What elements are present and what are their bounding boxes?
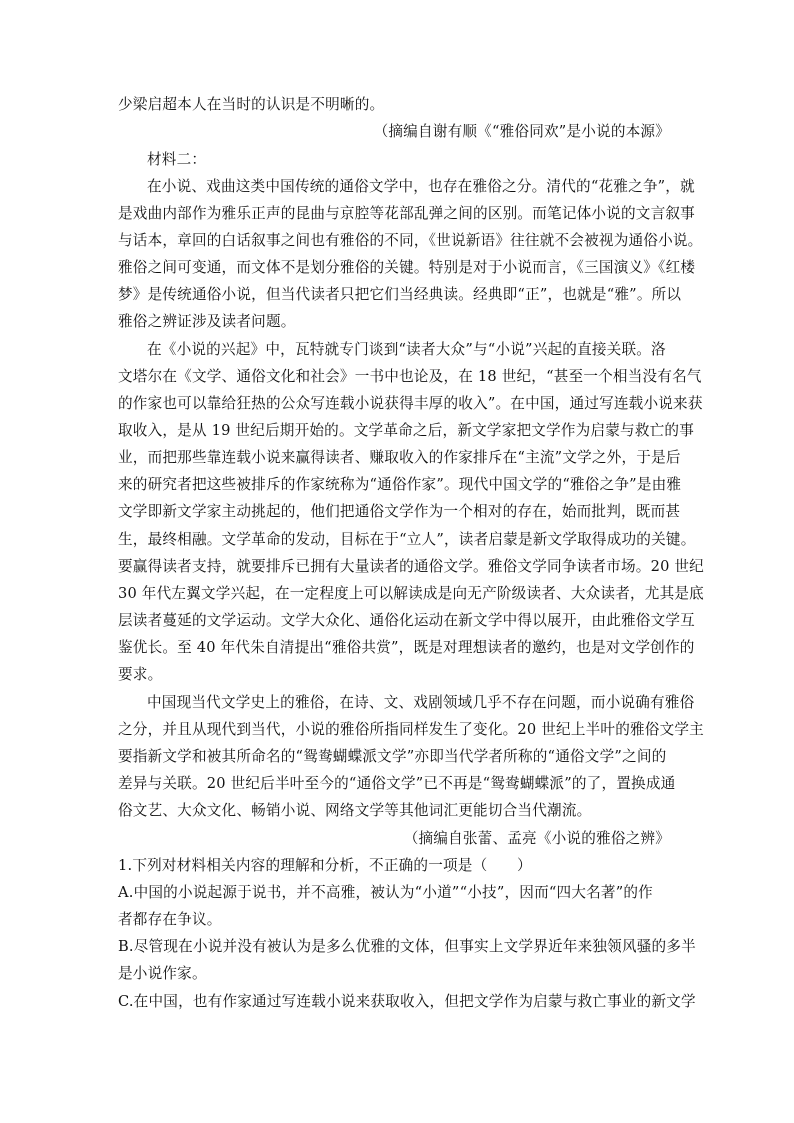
paragraph-line: 与话本，章回的白话叙事之间也有雅俗的不同，《世说新语》往往就不会被视为通俗小说。 [118,232,703,249]
option-b: B.尽管现在小说并没有被认为是多么优雅的文体，但事实上文学界近年来独领风骚的多半 [118,938,696,955]
paragraph-line: 的作家也可以靠给狂热的公众写连载小说获得丰厚的收入”。在中国，通过写连载小说来获 [118,395,703,412]
paragraph-line: 30 年代左翼文学兴起，在一定程度上可以解读成是向无产阶级读者、大众读者，尤其是底 [118,585,704,602]
paragraph-line: 文塔尔在《文学、通俗文化和社会》一书中也论及，在 18 世纪，“甚至一个相当没有名气 [118,368,702,385]
paragraph-line: 文学即新文学家主动挑起的，他们把通俗文学作为一个相对的存在，始而批判，既而甚 [118,503,681,520]
paragraph-line: 雅俗之辨证涉及读者问题。 [118,313,296,330]
paragraph-line: 在《小说的兴起》中，瓦特就专门谈到“读者大众”与“小说”兴起的直接关联。洛 [147,341,666,358]
paragraph-line: 要指新文学和被其所命名的“鸳鸯蝴蝶派文学”亦即当代学者所称的“通俗文学”之间的 [118,748,667,765]
paragraph-line: 取收入，是从 19 世纪后期开始的。文学革命之后，新文学家把文学作为启蒙与救亡的事 [118,422,695,439]
paragraph-line: 在小说、戏曲这类中国传统的通俗文学中，也存在雅俗之分。清代的“花雅之争”，就 [147,178,695,195]
text-line: 少梁启超本人在当时的认识是不明晰的。 [118,96,385,113]
paragraph-line: 业，而把那些靠连载小说来赢得读者、赚取收入的作家排斥在“主流”文学之外，于是后 [118,449,681,466]
option-b-cont: 是小说作家。 [118,965,207,982]
paragraph-line: 是戏曲内部作为雅乐正声的昆曲与京腔等花部乱弹之间的区别。而笔记体小说的文言叙事 [118,205,695,222]
option-c: C.在中国，也有作家通过写连载小说来获取收入，但把文学作为启蒙与救亡事业的新文学 [118,993,696,1010]
paragraph-line: 来的研究者把这些被排斥的作家统称为“通俗作家”。现代中国文学的“雅俗之争”是由雅 [118,476,682,493]
paragraph-line: 层读者蔓延的文学运动。文学大众化、通俗化运动在新文学中得以展开，由此雅俗文学互 [118,612,695,629]
paragraph-line: 差异与关联。20 世纪后半叶至今的“通俗文学”已不再是“鸳鸯蝴蝶派”的了，置换成通 [118,775,676,792]
paragraph-line: 鉴优长。至 40 年代朱自清提出“雅俗共赏”，既是对理想读者的邀约，也是对文学创作的 [118,639,695,656]
paragraph-line: 梦》是传统通俗小说，但当代读者只把它们当经典读。经典即“正”，也就是“雅”。所以 [118,286,682,303]
paragraph-line: 中国现当代文学史上的雅俗，在诗、文、戏剧领域几乎不存在问题，而小说确有雅俗 [147,694,695,711]
section-heading: 材料二： [147,151,207,168]
paragraph-line: 生，最终相融。文学革命的发动，目标在于“立人”，读者启蒙是新文学取得成功的关键。 [118,531,696,548]
source-citation: （摘编自谢有顺《“雅俗同欢”是小说的本源》 [373,123,670,140]
source-citation: （摘编自张蕾、孟亮《小说的雅俗之辨》 [403,830,670,847]
option-a: A.中国的小说起源于说书，并不高雅，被认为“小道”“小技”，因而“四大名著”的作 [118,884,653,901]
paragraph-line: 雅俗之间可变通，而文体不是划分雅俗的关键。特别是对于小说而言，《三国演义》《红楼 [118,259,696,276]
paragraph-line: 之分，并且从现代到当代，小说的雅俗所指同样发生了变化。20 世纪上半叶的雅俗文学主 [118,721,704,738]
paragraph-line: 要求。 [118,666,163,683]
paragraph-line: 要赢得读者支持，就要排斥已拥有大量读者的通俗文学。雅俗文学同争读者市场。20 世纪 [118,558,704,575]
paragraph-line: 俗文艺、大众文化、畅销小说、网络文学等其他词汇更能切合当代潮流。 [118,802,592,819]
option-a-cont: 者都存在争议。 [118,911,222,928]
question-stem: 1.下列对材料相关内容的理解和分析，不正确的一项是（ ） [118,857,532,874]
